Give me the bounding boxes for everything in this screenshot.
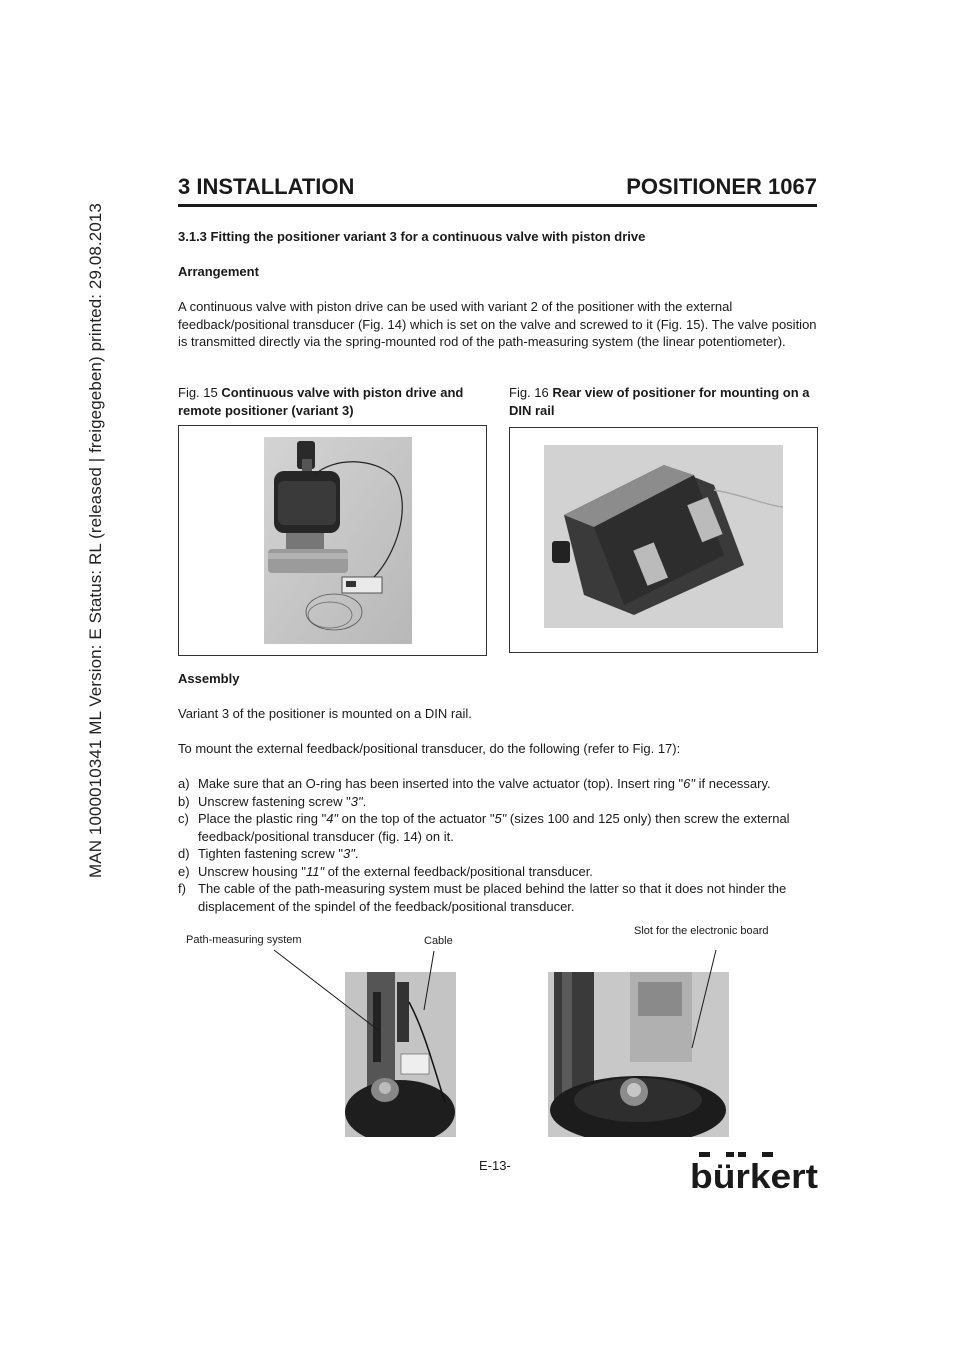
list-item: b) Unscrew fastening screw "3". <box>178 793 367 809</box>
page-number: E-13- <box>479 1158 511 1173</box>
label-slot: Slot for the electronic board <box>634 925 769 937</box>
label-path-measuring: Path-measuring system <box>186 934 302 946</box>
callout-path-measuring <box>274 950 378 1030</box>
fig16-title: Rear view of positioner for mounting on a DIN rail <box>509 385 810 418</box>
list-item: a) Make sure that an O-ring has been inserted into the valve actuator (top). Insert ring "6" if necessary. <box>178 776 771 791</box>
fig16-prefix: Fig. 16 <box>509 385 553 400</box>
assembly-intro: Variant 3 of the positioner is mounted on a DIN rail. <box>178 706 472 721</box>
product-title: POSITIONER 1067 <box>626 174 817 199</box>
arrangement-body: A continuous valve with piston drive can be used with variant 2 of the positioner with the external feedback/positional transducer (Fig. 14) which is set on the valve and screwed to it (Fig. 15). The valve position is transmitted directly via the spring-mounted rod of the path-measuring system (the linear potentiometer). <box>178 299 817 349</box>
callout-cable <box>424 951 434 1010</box>
chapter-title: 3 INSTALLATION <box>178 174 355 199</box>
list-item: c) Place the plastic ring "4" on the top of the actuator "5" (sizes 100 and 125 only) then screw the external feedback/positional transducer (fig. 14) on it. <box>178 811 790 844</box>
label-cable: Cable <box>424 935 453 947</box>
list-item: e) Unscrew housing "11" of the external feedback/positional transducer. <box>178 863 593 879</box>
list-item: d) Tighten fastening screw "3". <box>178 846 359 861</box>
assembly-heading: Assembly <box>178 671 240 686</box>
burkert-logo <box>690 1150 820 1196</box>
arrangement-heading: Arrangement <box>178 264 259 279</box>
assembly-instruction: To mount the external feedback/positional transducer, do the following (refer to Fig. 17): <box>178 741 681 756</box>
list-item: f) The cable of the path-measuring system must be placed behind the latter so that it does not hinder the displacement of the spindel of the feedback/positional transducer. <box>178 881 787 914</box>
fig15-prefix: Fig. 15 <box>178 385 222 400</box>
fig15-title: Continuous valve with piston drive and remote positioner (variant 3) <box>178 385 464 418</box>
logo-wordmark: bürkert <box>690 1158 818 1196</box>
callout-slot <box>692 950 716 1048</box>
section-title: 3.1.3 Fitting the positioner variant 3 for a continuous valve with piston drive <box>178 229 646 244</box>
document-side-info: MAN 1000010341 ML Version: E Status: RL (released | freigegeben) printed: 29.08.2013 <box>86 203 105 878</box>
